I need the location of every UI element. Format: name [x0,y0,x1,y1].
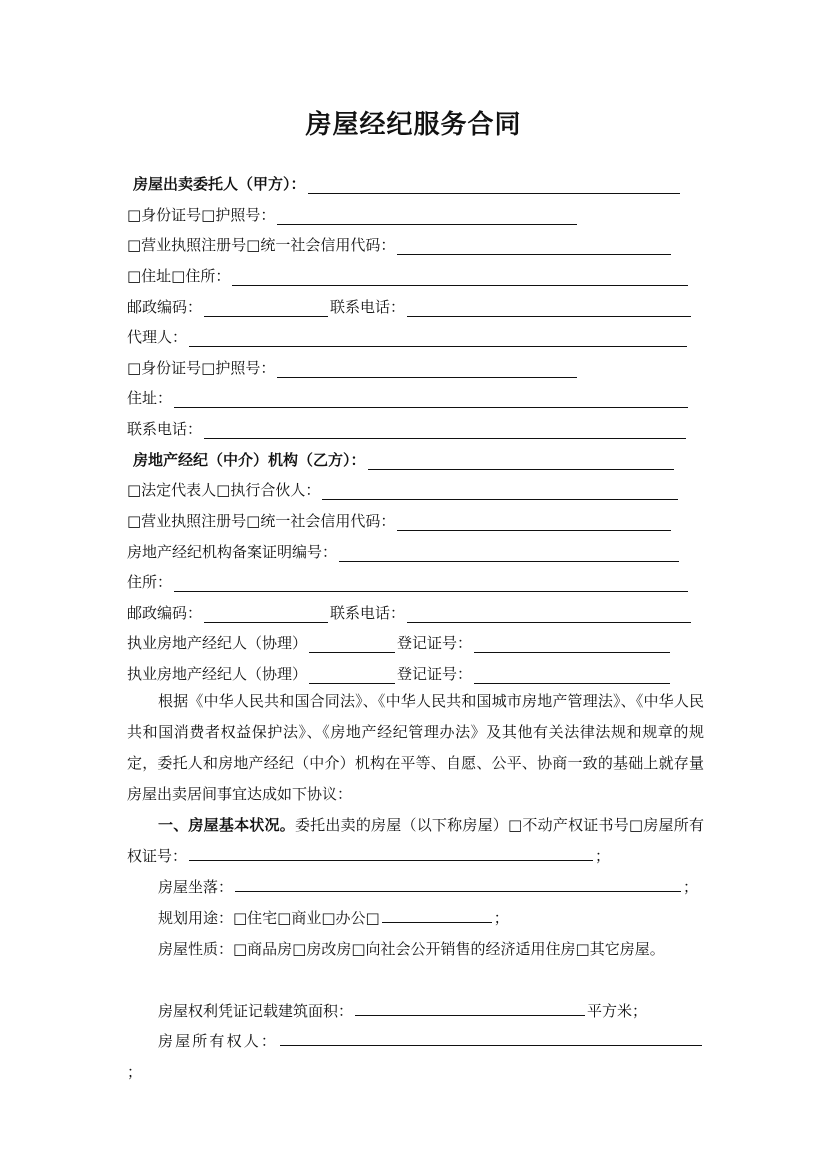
party-a-id-field[interactable] [277,206,577,225]
party-b-rep-label: □法定代表人□执行合伙人： [127,481,321,499]
nature-paragraph: 房屋性质：□商品房□房改房□向社会公开销售的经济适用住房□其它房屋。 [158,940,665,958]
agent-id-row [127,354,579,378]
party-b-filing-row [127,538,681,562]
party-b-address-label: 住所： [127,573,173,591]
party-b-contact-row [127,599,693,623]
party-b-address-field[interactable] [174,573,688,592]
party-b-license-label: □营业执照注册号□统一社会信用代码： [127,512,396,530]
section1-heading: 一、房屋基本状况。 [158,816,295,834]
party-a-id-row [127,201,579,225]
broker1-label: 执业房地产经纪人（协理） [127,634,308,652]
party-a-address-label: □住址□住所： [127,267,231,285]
agent-row [127,323,689,347]
party-b-rep-row [127,476,680,500]
party-a-address-row [127,262,690,286]
party-b-phone-field[interactable] [407,604,691,623]
party-b-rep-field[interactable] [322,481,678,500]
agent-id-field[interactable] [277,359,577,378]
owner-semicolon: ； [127,1063,143,1081]
party-a-license-field[interactable] [397,236,671,255]
usage-other-field[interactable] [382,906,492,923]
party-a-heading: 房屋出卖委托人（甲方）： [133,175,306,193]
broker2-reg-field[interactable] [474,665,670,684]
agent-phone-row [127,415,688,439]
party-a-contact-row [127,293,693,317]
section1-intro: 委托出卖的房屋（以下称房屋）□不动产权证书号□房屋所有权证号： [127,816,704,865]
broker1-reg-field[interactable] [474,634,670,653]
party-a-postcode-field[interactable] [204,298,328,317]
party-b-heading-row [133,446,676,470]
agent-name-field[interactable] [189,328,687,347]
owner-row [127,1026,704,1088]
area-label: 房屋权利凭证记载建筑面积： [158,1002,354,1020]
agent-id-label: □身份证号□护照号： [127,359,276,377]
party-a-heading-row [133,170,682,194]
area-row [127,996,704,1027]
party-b-license-field[interactable] [397,512,671,531]
owner-label: 房屋所有权人： [158,1032,278,1050]
broker1-reg-label: 登记证号： [397,634,473,652]
party-a-name-field[interactable] [308,175,680,194]
location-semicolon: ； [683,878,699,896]
area-unit: 平方米； [587,1002,648,1020]
party-b-filing-label: 房地产经纪机构备案证明编号： [127,543,338,561]
section1-intro-paragraph [127,810,704,872]
party-a-license-row [127,231,673,255]
certificate-number-field[interactable] [189,844,593,861]
broker1-name-field[interactable] [309,634,395,653]
party-b-license-row [127,507,673,531]
party-a-id-label: □身份证号□护照号： [127,206,276,224]
area-field[interactable] [355,999,585,1016]
preamble-paragraph: 根据《中华人民共和国合同法》、《中华人民共和国城市房地产管理法》、《中华人民共和国消费者权益保护法》、《房地产经纪管理办法》及其他有关法律法规和规章的规定，委托人和房地产经纪（中介）机构在平等、自愿、公平、协商一致的基础上就存量房屋出卖居间事宜达成如下协议： [127,692,704,803]
broker2-row [127,660,672,684]
agent-address-label: 住址： [127,389,173,407]
party-b-phone-label: 联系电话： [330,604,406,622]
agent-phone-field[interactable] [204,420,686,439]
party-b-postcode-label: 邮政编码： [127,604,203,622]
agent-address-row [127,384,690,408]
usage-semicolon: ； [493,909,509,927]
party-a-postcode-label: 邮政编码： [127,298,203,316]
party-b-address-row [127,568,690,592]
party-a-address-field[interactable] [232,267,688,286]
party-b-name-field[interactable] [368,451,674,470]
party-b-heading: 房地产经纪（中介）机构（乙方）： [133,451,366,469]
party-b-filing-field[interactable] [339,543,679,562]
agent-label: 代理人： [127,328,188,346]
usage-row [127,903,704,934]
broker1-row [127,629,672,653]
party-a-phone-label: 联系电话： [330,298,406,316]
broker2-label: 执业房地产经纪人（协理） [127,665,308,683]
party-b-postcode-field[interactable] [204,604,328,623]
document-title: 房屋经纪服务合同 [305,110,522,140]
party-a-phone-field[interactable] [407,298,691,317]
broker2-name-field[interactable] [309,665,395,684]
location-label: 房屋坐落： [158,878,234,896]
owner-field[interactable] [280,1029,702,1046]
location-row [127,872,704,903]
broker2-reg-label: 登记证号： [397,665,473,683]
location-field[interactable] [235,875,681,892]
party-a-license-label: □营业执照注册号□统一社会信用代码： [127,236,396,254]
certificate-semicolon: ； [595,847,611,865]
agent-phone-label: 联系电话： [127,420,203,438]
usage-label: 规划用途：□住宅□商业□办公□ [158,909,380,927]
agent-address-field[interactable] [174,389,688,408]
